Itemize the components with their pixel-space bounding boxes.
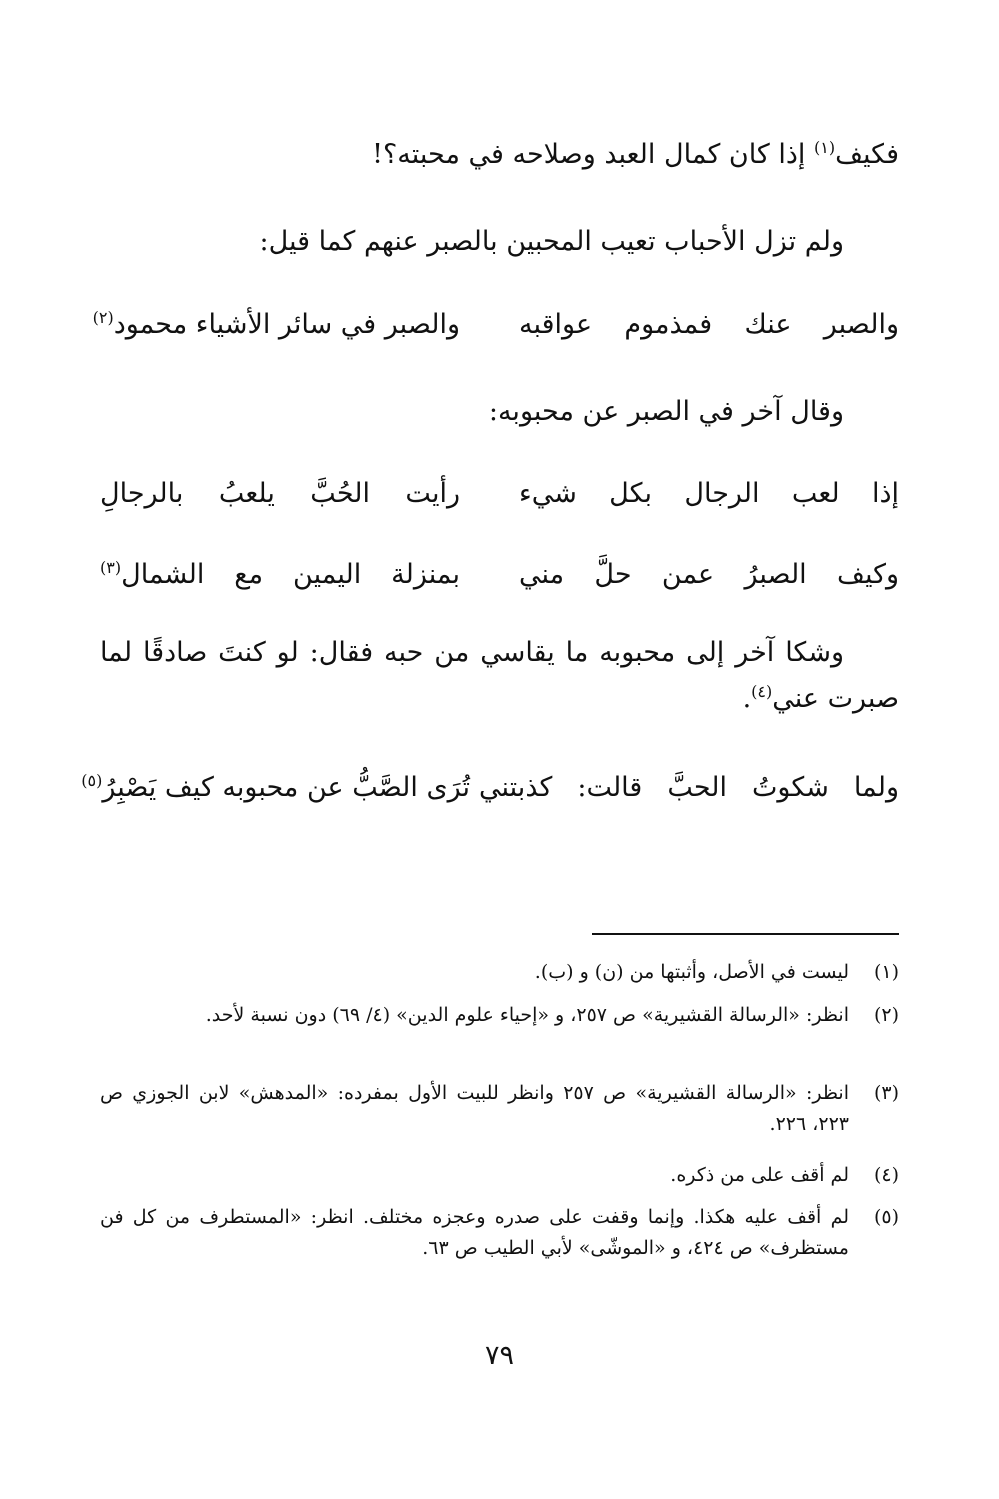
footnote-1 (100, 957, 899, 988)
footnote-5 (100, 1202, 899, 1264)
verse-3-second-text: بمنزلة اليمين مع الشمال (121, 559, 460, 590)
line1-start: فكيف (835, 139, 899, 170)
footnote-ref-3[interactable]: (٣) (100, 558, 122, 577)
verse-1-second-text: والصبر في سائر الأشياء محمود (113, 309, 460, 340)
paragraph (100, 630, 899, 722)
paragraph-text: وشكا آخر إلى محبوبه ما يقاسي من حبه فقال: لو كنتَ صادقًا لما صبرت عني (100, 637, 899, 714)
footnote-ref-1[interactable]: (١) (813, 138, 836, 157)
footnote-text: انظر: «الرسالة القشيرية» ص ٢٥٧ وانظر للبيت الأول بمفرده: «المدهش» لابن الجوزي ص ٢٢٣، ٢٢٦. (100, 1082, 849, 1135)
footnote-number: (١) (873, 961, 899, 983)
verse-1-second-hemistich (92, 305, 460, 345)
text-line-1 (372, 135, 899, 175)
footnote-number: (٤) (873, 1164, 899, 1186)
footnote-text: لم أقف عليه هكذا. وإنما وقفت على صدره وعجزه مختلف. انظر: «المستطرف من كل فن مستظرف» ص ٤٢٤، و «الموشّى» لأبي الطيب ص ٦٣. (100, 1206, 849, 1259)
footnote-text: ليست في الأصل، وأثبتها من (ن) و (ب). (534, 961, 849, 983)
verse-2-first-hemistich: إذا لعب الرجال بكل شيء (519, 478, 899, 509)
verse-4 (81, 768, 899, 808)
footnote-2 (100, 1000, 899, 1031)
footnote-number: (٥) (873, 1206, 899, 1228)
footnote-3 (100, 1078, 899, 1140)
footnote-ref-5[interactable]: (٥) (81, 771, 103, 790)
footnote-number: (٣) (873, 1082, 899, 1104)
footnote-ref-4[interactable]: (٤) (751, 682, 773, 701)
text-line-2: ولم تزل الأحباب تعيب المحبين بالصبر عنهم كما قيل: (259, 226, 844, 257)
verse-4-second-hemistich (81, 768, 470, 808)
text-line-4: وقال آخر في الصبر عن محبوبه: (488, 396, 844, 427)
footnote-text: انظر: «الرسالة القشيرية» ص ٢٥٧، و «إحياء علوم الدين» (٤/ ٦٩) دون نسبة لأحد. (205, 1004, 849, 1026)
verse-2-second-hemistich: رأيت الحُبَّ يلعبُ بالرجالِ (100, 478, 460, 509)
verse-3-second-hemistich (100, 555, 460, 595)
verse-3 (100, 555, 899, 595)
page-number: ٧٩ (484, 1340, 514, 1371)
verse-2 (100, 474, 899, 514)
verse-4-second-text: تُرَى الصَّبُّ عن محبوبه كيف يَصْبِرُ (102, 772, 470, 803)
verse-3-first-hemistich: وكيف الصبرُ عمن حلَّ مني (519, 559, 899, 590)
paragraph-end: . (742, 683, 752, 714)
line1-rest: إذا كان كمال العبد وصلاحه في محبته؟! (372, 139, 814, 170)
verse-1-first-hemistich: والصبر عنك فمذموم عواقبه (519, 309, 899, 340)
verse-1 (92, 305, 899, 345)
footnote-divider (592, 933, 899, 935)
footnote-number: (٢) (873, 1004, 899, 1026)
footnote-ref-2[interactable]: (٢) (92, 308, 114, 327)
footnote-text: لم أقف على من ذكره. (670, 1164, 849, 1186)
verse-4-first-hemistich: ولما شكوتُ الحبَّ قالت: كذبتني (479, 772, 899, 803)
footnote-4 (100, 1160, 899, 1191)
